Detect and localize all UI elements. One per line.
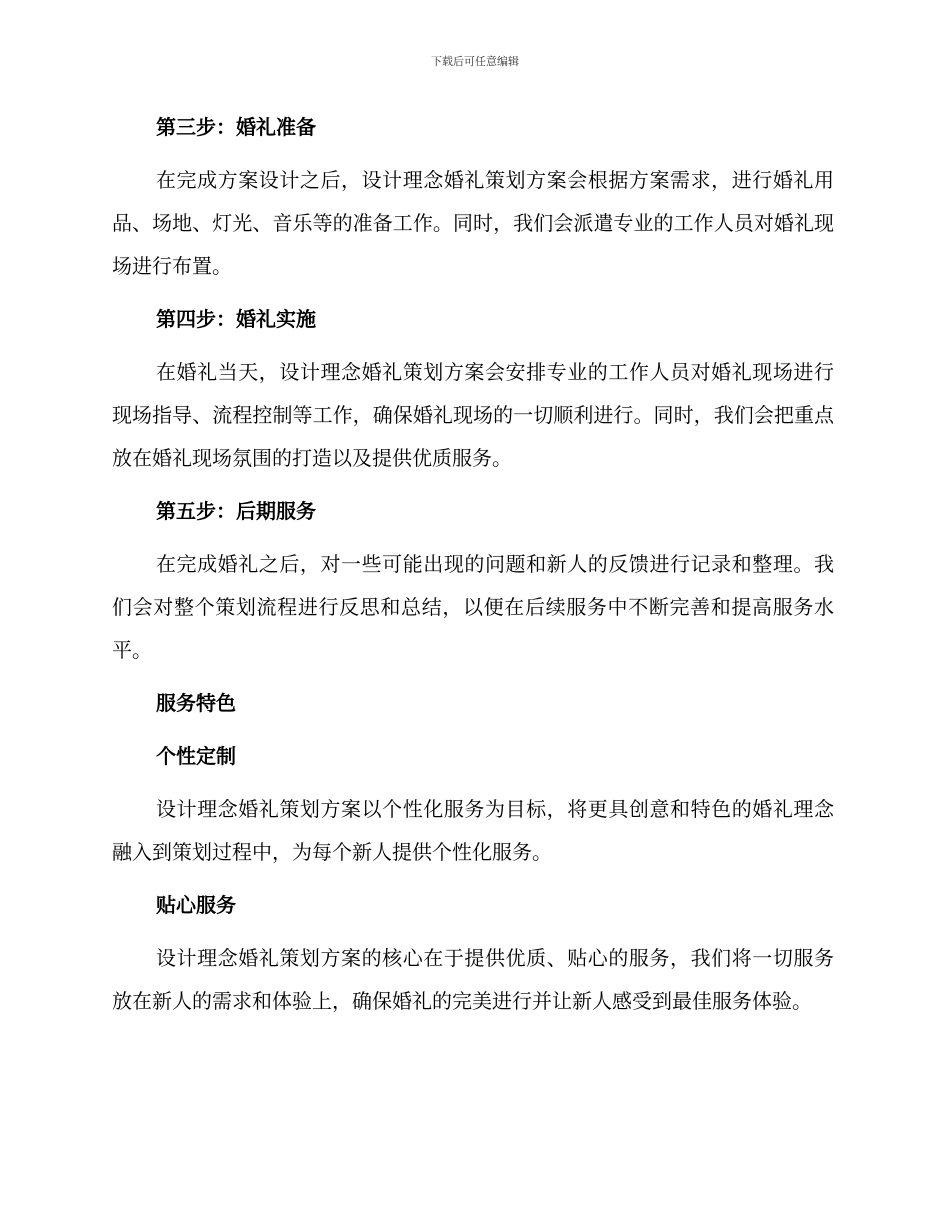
page-header-note: 下载后可任意编辑 [431, 55, 519, 68]
section-heading: 第三步：婚礼准备 [156, 115, 316, 139]
section-step-3 [112, 106, 834, 298]
section-paragraph: 在完成方案设计之后，设计理念婚礼策划方案会根据方案需求，进行婚礼用品、场地、灯光、音乐等的准备工作。同时，我们会派遣专业的工作人员对婚礼现场进行布置。 [112, 168, 834, 278]
feature-paragraph-custom: 设计理念婚礼策划方案以个性化服务为目标，将更具创意和特色的婚礼理念融入到策划过程中，为每个新人提供个性化服务。 [112, 797, 834, 864]
section-heading: 第五步：后期服务 [156, 499, 316, 523]
feature-heading-custom: 个性定制 [156, 744, 236, 768]
section-step-4 [112, 298, 834, 490]
feature-paragraph-service: 设计理念婚礼策划方案的核心在于提供优质、贴心的服务，我们将一切服务放在新人的需求和体验上，确保婚礼的完美进行并让新人感受到最佳服务体验。 [112, 946, 834, 1013]
section-features [112, 682, 834, 1023]
document-body [112, 106, 834, 1023]
section-step-5 [112, 490, 834, 682]
section-heading: 第四步：婚礼实施 [156, 307, 316, 331]
feature-heading-service: 贴心服务 [156, 893, 236, 917]
features-title: 服务特色 [156, 691, 236, 715]
section-paragraph: 在完成婚礼之后，对一些可能出现的问题和新人的反馈进行记录和整理。我们会对整个策划流程进行反思和总结，以便在后续服务中不断完善和提高服务水平。 [112, 552, 834, 662]
section-paragraph: 在婚礼当天，设计理念婚礼策划方案会安排专业的工作人员对婚礼现场进行现场指导、流程控制等工作，确保婚礼现场的一切顺利进行。同时，我们会把重点放在婚礼现场氛围的打造以及提供优质服务。 [112, 360, 834, 470]
